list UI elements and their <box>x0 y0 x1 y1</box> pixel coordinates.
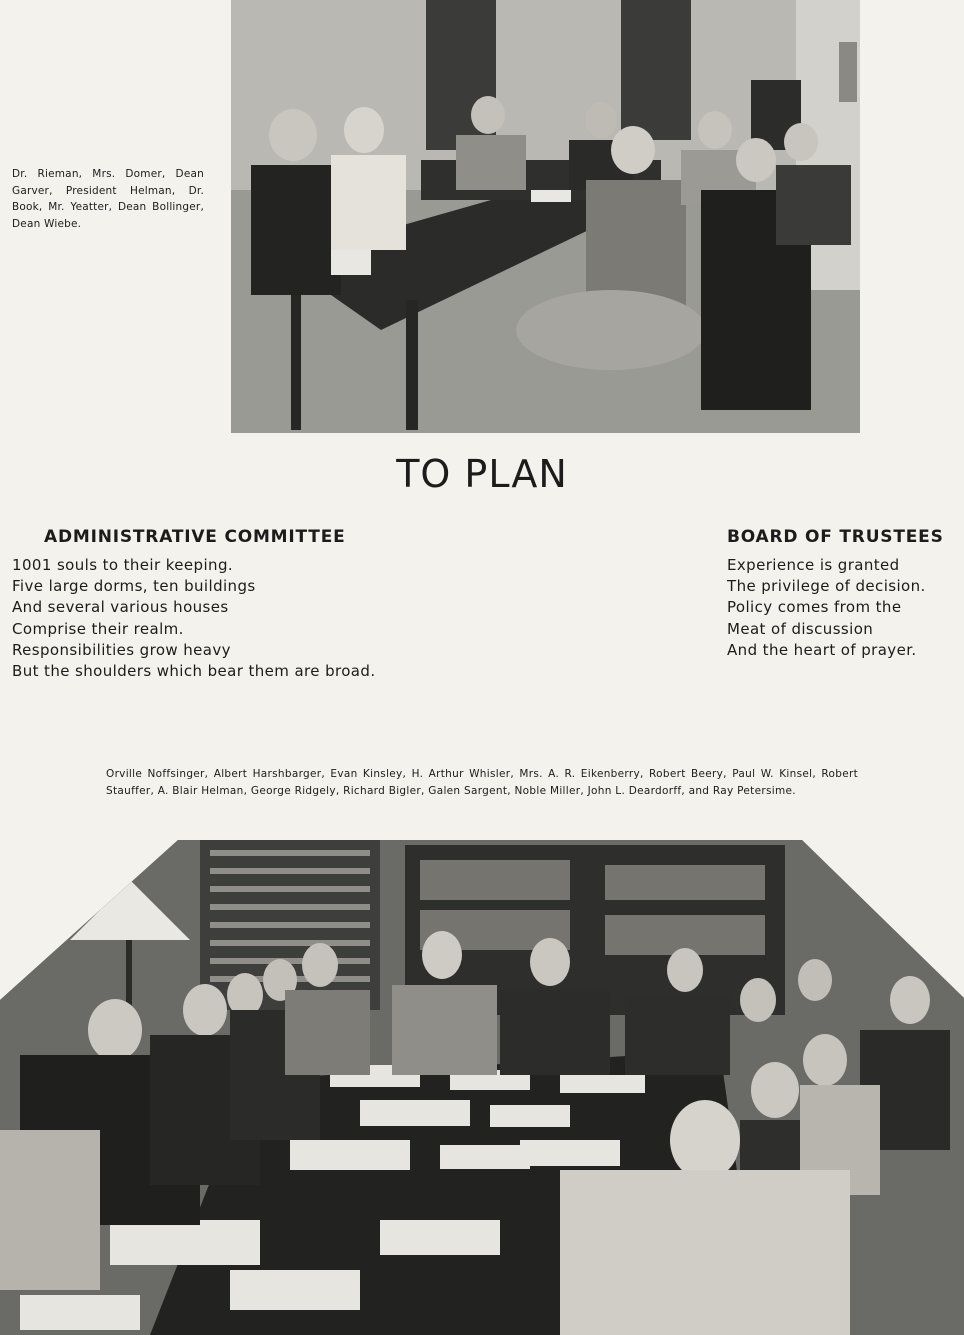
administrative-committee-title: ADMINISTRATIVE COMMITTEE <box>44 527 346 547</box>
board-of-trustees-poem <box>727 555 926 661</box>
poem-line: 1001 souls to their keeping. <box>12 556 234 574</box>
administrative-committee-photo-drawing <box>231 0 860 433</box>
poem-line: Policy comes from the <box>727 598 902 617</box>
poem-line: Five large dorms, ten buildings <box>12 577 256 596</box>
board-of-trustees-title: BOARD OF TRUSTEES <box>727 527 944 547</box>
board-of-trustees-photo <box>0 840 964 1335</box>
poem-line: Meat of discussion <box>727 619 874 638</box>
poem-line: Experience is granted <box>727 556 900 574</box>
poem-line: But the shoulders which bear them are broad. <box>12 662 376 681</box>
administrative-committee-poem <box>12 555 376 682</box>
administrative-committee-photo <box>231 0 860 433</box>
poem-line: The privilege of decision. <box>727 577 926 596</box>
bottom-photo-caption: Orville Noffsinger, Albert Harshbarger, Evan Kinsley, H. Arthur Whisler, Mrs. A. R. Eikenberry, Robert Beery, Paul W. Kinsel, Robert Stauffer, A. Blair Helman, George Ridgely, Richard Bigler, Galen Sargent, Noble Miller, John L. Deardorff, and Ray Petersime. <box>106 768 858 797</box>
poem-line: Responsibilities grow heavy <box>12 640 231 659</box>
top-photo-caption: Dr. Rieman, Mrs. Domer, Dean Garver, President Helman, Dr. Book, Mr. Yeatter, Dean Bollinger, Dean Wiebe. <box>12 168 204 230</box>
poem-line: Comprise their realm. <box>12 619 184 638</box>
poem-line: And the heart of prayer. <box>727 640 917 659</box>
board-of-trustees-photo-drawing <box>0 840 964 1335</box>
page-heading: TO PLAN <box>396 452 568 496</box>
poem-line: And several various houses <box>12 598 229 617</box>
